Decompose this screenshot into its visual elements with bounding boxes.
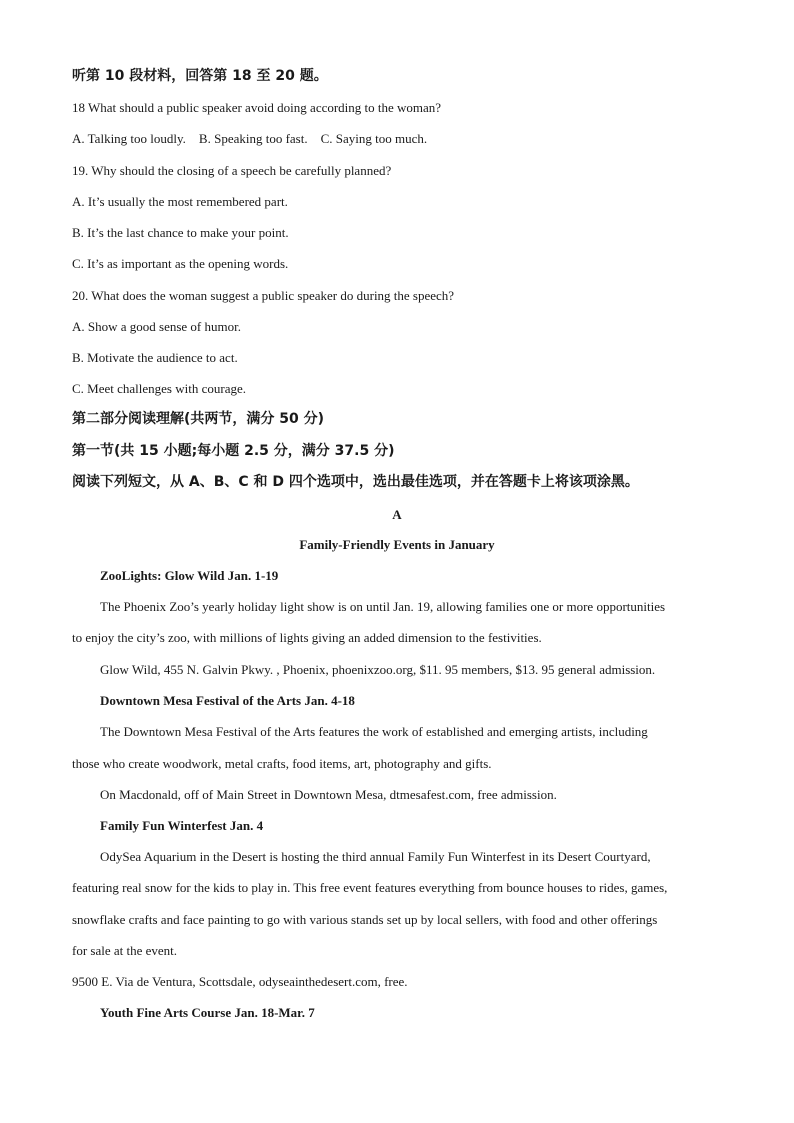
- listening-section-heading: 听第 10 段材料，回答第 18 至 20 题。: [72, 68, 328, 84]
- question-18: 18 What should a public speaker avoid doing according to the woman?: [72, 100, 442, 115]
- passage-title: Family-Friendly Events in January: [299, 537, 495, 552]
- reading-instructions: 阅读下列短文，从 A、B、C 和 D 四个选项中，选出最佳选项，并在答题卡上将该项涂黑。: [72, 474, 639, 490]
- question-20-option-a: A. Show a good sense of humor.: [72, 319, 241, 334]
- event-2-info: On Macdonald, off of Main Street in Downtown Mesa, dtmesafest.com, free admission.: [100, 787, 557, 802]
- event-2-description-line: those who create woodwork, metal crafts, food items, art, photography and gifts.: [72, 756, 492, 771]
- event-3-description-line: for sale at the event.: [72, 943, 178, 958]
- event-4-title: Youth Fine Arts Course Jan. 18-Mar. 7: [100, 1005, 315, 1020]
- event-1-description-line: to enjoy the city’s zoo, with millions of lights giving an added dimension to the festivities.: [72, 630, 542, 645]
- question-19-option-b: B. It’s the last chance to make your point.: [72, 225, 289, 240]
- event-3-info: 9500 E. Via de Ventura, Scottsdale, odyseainthedesert.com, free.: [72, 974, 408, 989]
- event-3-description-line: OdySea Aquarium in the Desert is hosting the third annual Family Fun Winterfest in its Desert Courtyard,: [100, 849, 651, 864]
- question-19-option-c: C. It’s as important as the opening words.: [72, 256, 289, 271]
- event-1-info: Glow Wild, 455 N. Galvin Pkwy. , Phoenix, phoenixzoo.org, $11. 95 members, $13. 95 general admission.: [100, 662, 656, 677]
- question-19: 19. Why should the closing of a speech be carefully planned?: [72, 163, 392, 178]
- event-2-title: Downtown Mesa Festival of the Arts Jan. 4-18: [100, 693, 355, 708]
- question-20-option-b: B. Motivate the audience to act.: [72, 350, 238, 365]
- question-19-option-a: A. It’s usually the most remembered part.: [72, 194, 288, 209]
- event-2-description-line: The Downtown Mesa Festival of the Arts features the work of established and emerging artists, including: [100, 724, 648, 739]
- question-18-options: A. Talking too loudly. B. Speaking too fast. C. Saying too much.: [72, 131, 428, 146]
- event-3-description-line: featuring real snow for the kids to play in. This free event features everything from bounce houses to rides, games,: [72, 880, 668, 895]
- question-20: 20. What does the woman suggest a public speaker do during the speech?: [72, 288, 455, 303]
- reading-section-heading: 第一节(共 15 小题;每小题 2.5 分，满分 37.5 分): [72, 443, 395, 459]
- passage-letter: A: [392, 507, 402, 522]
- event-3-title: Family Fun Winterfest Jan. 4: [100, 818, 264, 833]
- reading-part-heading: 第二部分阅读理解(共两节，满分 50 分): [72, 411, 325, 427]
- event-3-description-line: snowflake crafts and face painting to go with various stands set up by local sellers, with food and other offerings: [72, 912, 658, 927]
- question-20-option-c: C. Meet challenges with courage.: [72, 381, 246, 396]
- event-1-title: ZooLights: Glow Wild Jan. 1-19: [100, 568, 279, 583]
- event-1-description-line: The Phoenix Zoo’s yearly holiday light show is on until Jan. 19, allowing families one or more opportunities: [100, 599, 666, 614]
